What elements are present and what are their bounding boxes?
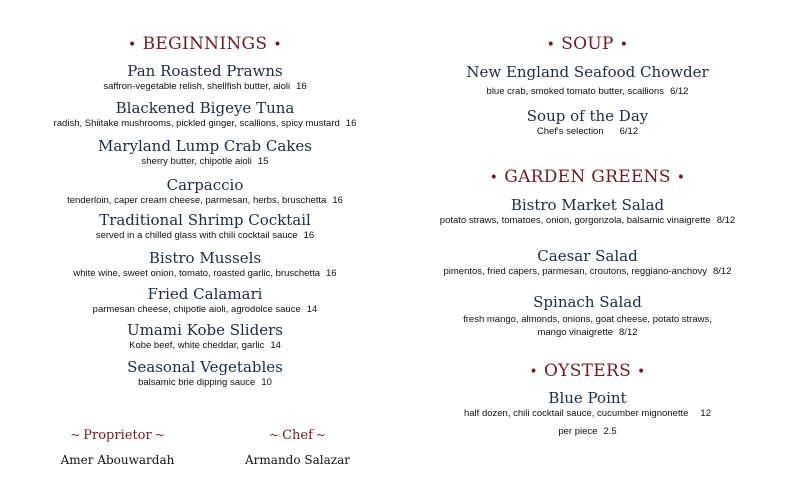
item-name: New England Seafood Chowder — [466, 63, 709, 81]
proprietor-label: ~ Proprietor ~ — [70, 428, 165, 443]
item-description: fresh mango, almonds, onions, goat cheese, potato straws, mango vinaigrette 8/12 — [463, 314, 712, 338]
item-description: blue crab, smoked tomato butter, scallions 6/12 — [486, 86, 689, 97]
section-title-oysters: • OYSTERS • — [529, 361, 646, 381]
item-description: saffron-vegetable relish, shellfish butter, aioli 16 — [103, 81, 307, 92]
item-description: served in a chilled glass with chili cocktail sauce 16 — [95, 230, 315, 241]
item-name: Fried Calamari — [147, 285, 263, 303]
item-price: 6/12 — [619, 126, 639, 137]
item-extra-price: per piece 2.5 — [558, 426, 617, 437]
bullet-ornament: • — [128, 37, 137, 53]
item-name: Traditional Shrimp Cocktail — [99, 211, 311, 229]
menu-item — [385, 108, 790, 138]
menu-item — [0, 250, 410, 280]
item-name: Pan Roasted Prawns — [127, 62, 283, 80]
item-name: Umami Kobe Sliders — [127, 321, 283, 339]
item-price: 8/12 — [713, 266, 732, 277]
item-description: sherry butter, chipotle aioli 15 — [141, 156, 269, 167]
menu-item — [385, 197, 790, 227]
menu-item — [0, 359, 410, 389]
menu-item — [0, 286, 410, 316]
menu-item — [0, 322, 410, 352]
menu-item — [385, 390, 790, 438]
item-name: Seasonal Vegetables — [127, 358, 283, 376]
item-price: 14 — [270, 340, 281, 351]
swirl-ornament: ~ — [154, 428, 165, 442]
chef-signature — [235, 428, 360, 467]
item-description: radish, Shiitake mushrooms, pickled ginger, scallions, spicy mustard 16 — [53, 118, 357, 129]
menu-item — [385, 248, 790, 278]
bullet-ornament: • — [619, 37, 629, 53]
item-name: Carpaccio — [166, 176, 244, 194]
item-name: Blackened Bigeye Tuna — [115, 99, 295, 117]
item-price: 16 — [303, 230, 315, 241]
proprietor-signature — [55, 428, 180, 467]
item-description: white wine, sweet onion, tomato, roasted garlic, bruschetta 16 — [73, 268, 337, 279]
item-price: 16 — [345, 118, 357, 129]
section-title-soup: • SOUP • — [546, 34, 629, 54]
item-name: Maryland Lump Crab Cakes — [98, 137, 312, 155]
item-description: Chef's selection 6/12 — [536, 126, 639, 137]
section-title-garden-greens: • GARDEN GREENS • — [489, 167, 686, 187]
bullet-ornament: • — [273, 37, 282, 53]
item-price: 10 — [261, 377, 272, 388]
item-description: potato straws, tomatoes, onion, gorgonzola, balsamic vinaigrette 8/12 — [439, 215, 736, 226]
menu-item — [0, 138, 410, 168]
menu-item — [0, 100, 410, 130]
item-name: Blue Point — [548, 389, 627, 407]
swirl-ornament: ~ — [315, 428, 326, 442]
item-price: 14 — [306, 304, 318, 315]
item-name: Bistro Market Salad — [510, 196, 665, 214]
item-price: 16 — [332, 195, 343, 206]
swirl-ornament: ~ — [70, 428, 81, 442]
item-name: Soup of the Day — [526, 107, 649, 125]
item-price: 15 — [257, 156, 269, 167]
item-description: half dozen, chili cocktail sauce, cucumber mignonette 12 — [463, 408, 711, 419]
item-price: 8/12 — [716, 215, 736, 226]
item-description: Kobe beef, white cheddar, garlic 14 — [129, 340, 281, 351]
item-price: 16 — [326, 268, 337, 279]
item-description: balsamic brie dipping sauce 10 — [138, 377, 272, 388]
item-name: Caesar Salad — [537, 247, 638, 265]
bullet-ornament: • — [489, 170, 499, 186]
item-price: 6/12 — [669, 86, 689, 97]
bullet-ornament: • — [529, 364, 538, 380]
swirl-ornament: ~ — [269, 428, 280, 442]
item-price: 8/12 — [619, 327, 638, 338]
chef-label: ~ Chef ~ — [269, 428, 326, 443]
chef-name: Armando Salazar — [245, 453, 350, 467]
item-name: Bistro Mussels — [148, 249, 262, 267]
item-description: pimentos, fried capers, parmesan, croutons, reggiano-anchovy 8/12 — [443, 266, 732, 277]
bullet-ornament: • — [546, 37, 556, 53]
bullet-ornament: • — [637, 364, 646, 380]
item-price: 16 — [296, 81, 307, 92]
item-name: Spinach Salad — [533, 293, 642, 311]
menu-item — [385, 294, 790, 339]
item-description: tenderloin, caper cream cheese, parmesan, herbs, bruschetta 16 — [67, 195, 343, 206]
item-description: parmesan cheese, chipotle aioli, agrodolce sauce 14 — [92, 304, 318, 315]
section-title-beginnings: • BEGINNINGS • — [128, 34, 282, 54]
menu-item — [0, 212, 410, 242]
proprietor-name: Amer Abouwardah — [60, 453, 175, 467]
item-price: 12 — [700, 408, 711, 419]
bullet-ornament: • — [676, 170, 686, 186]
menu-item — [385, 64, 790, 98]
menu-item — [0, 177, 410, 207]
menu-item — [0, 63, 410, 93]
item-price: 2.5 — [603, 426, 617, 437]
